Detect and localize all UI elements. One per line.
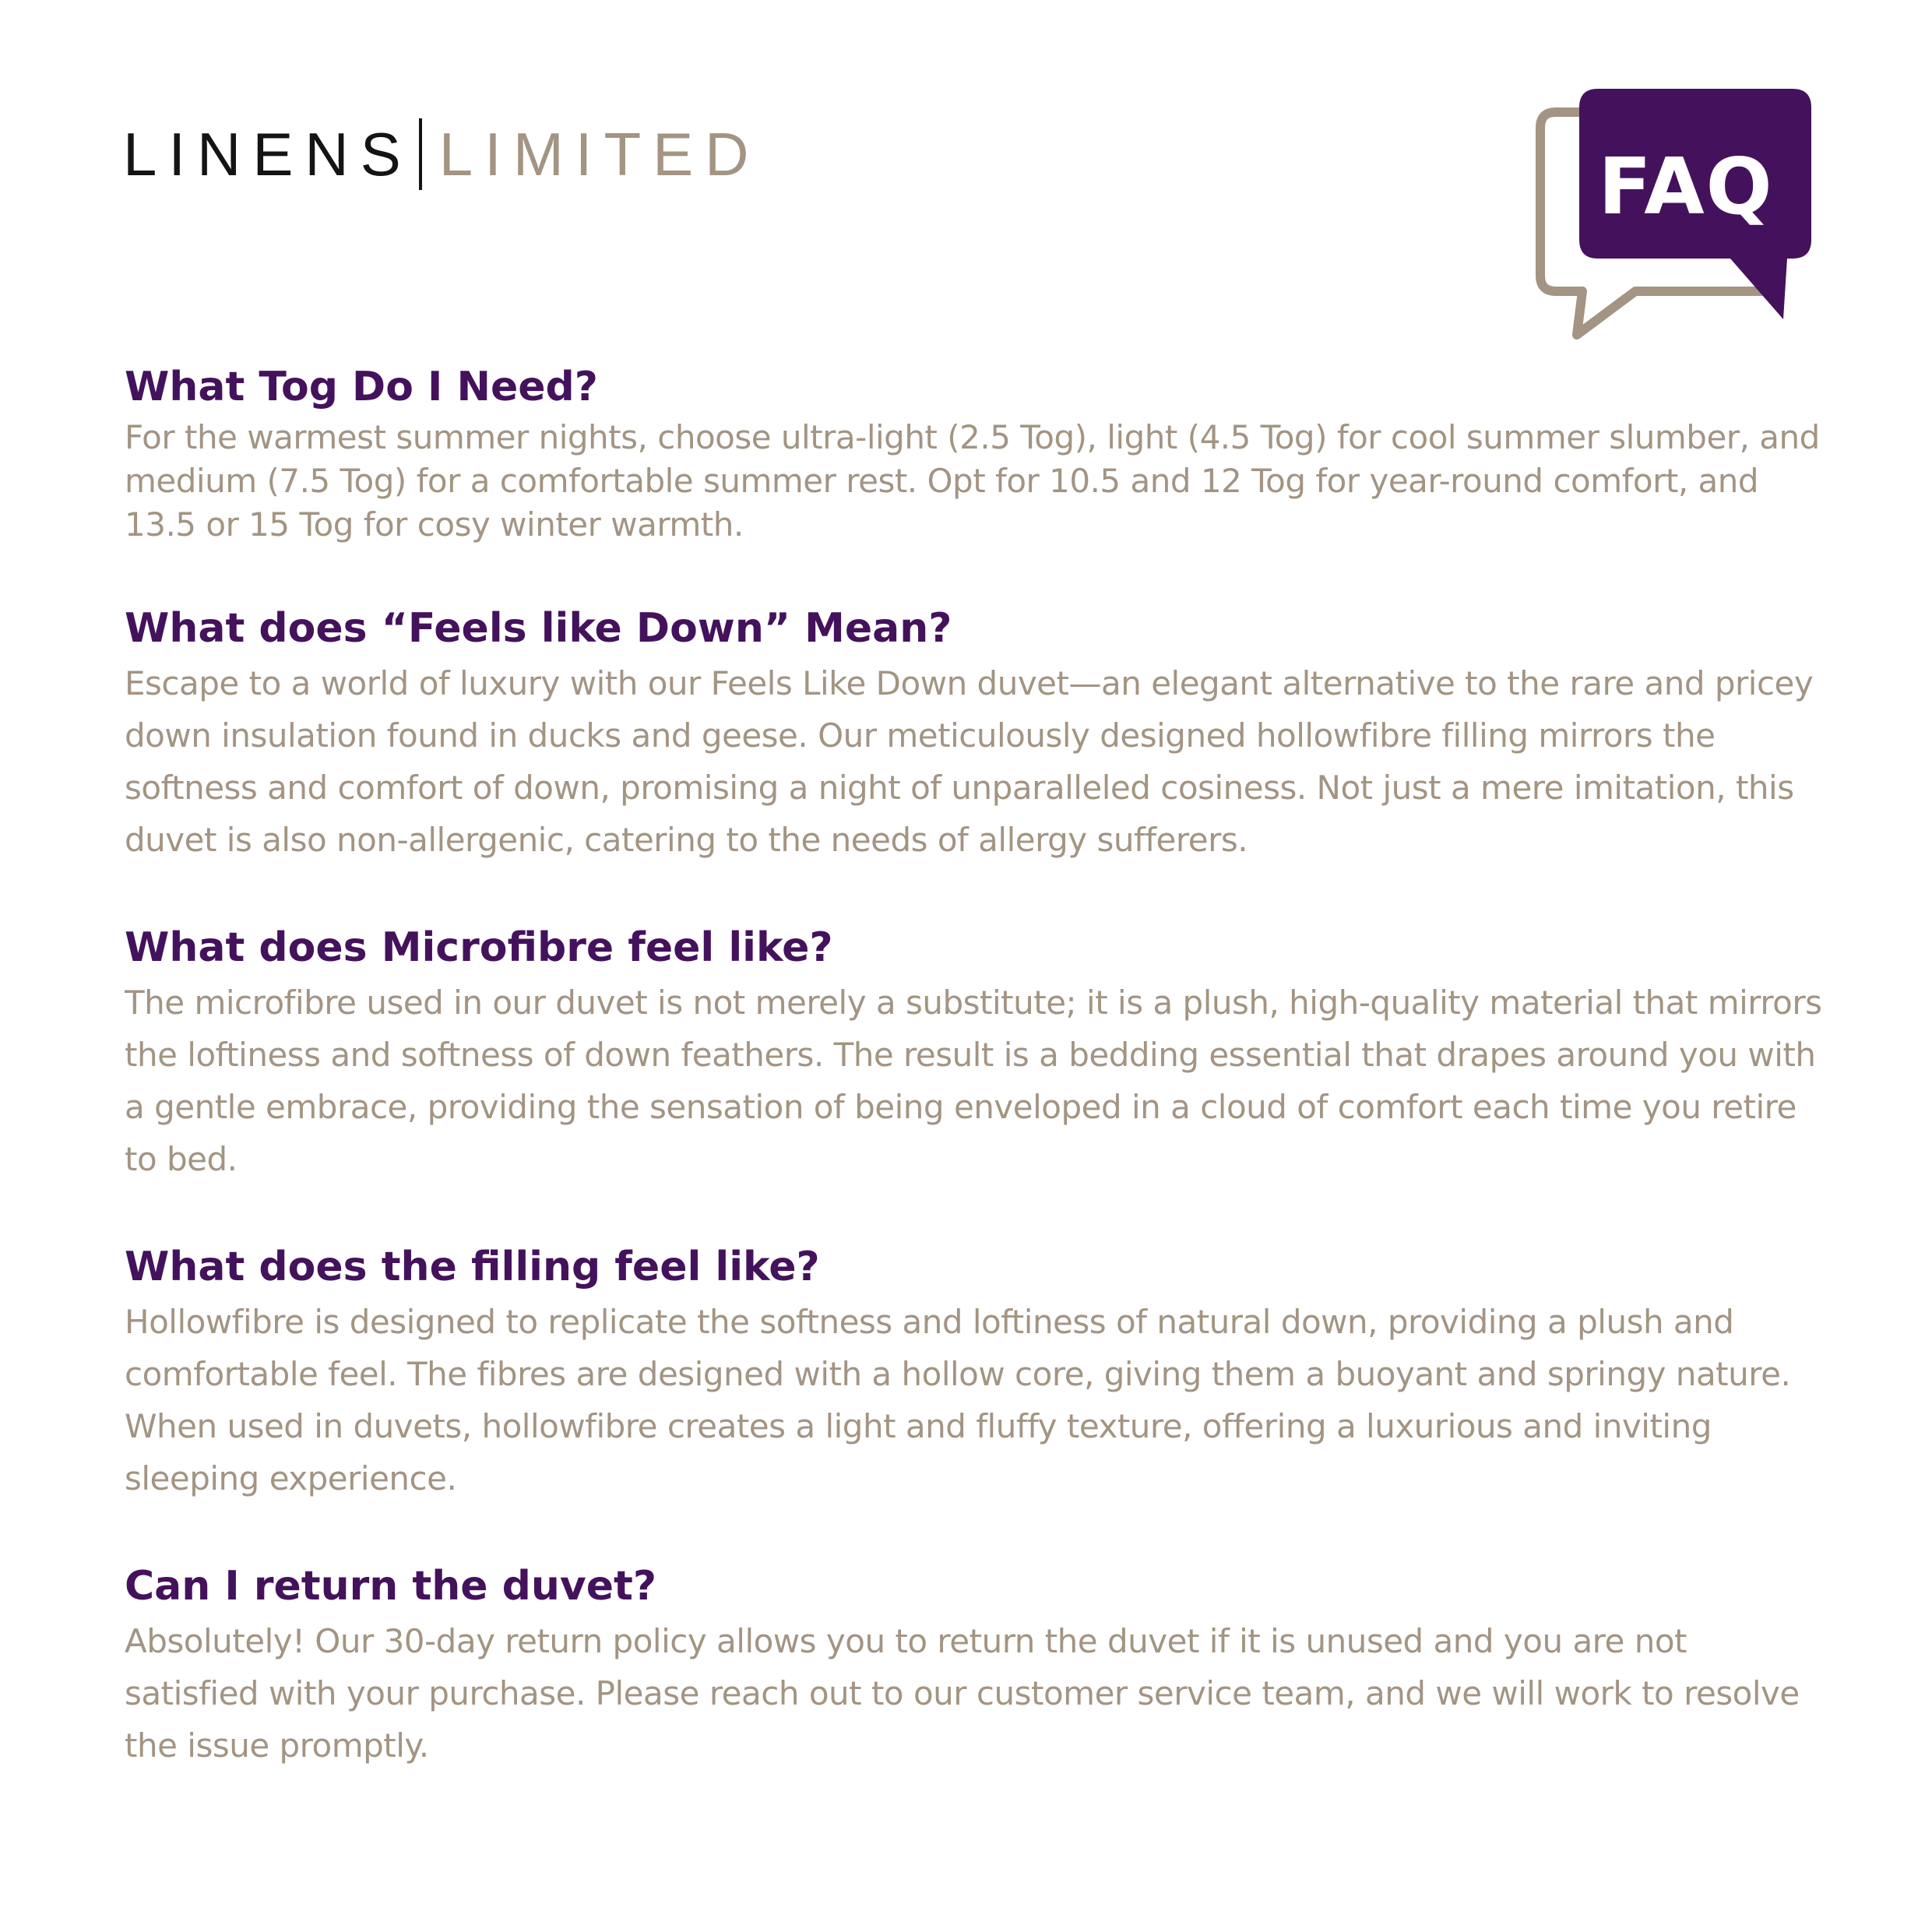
- faq-question: Can I return the duvet?: [125, 1563, 657, 1610]
- faq-speech-bubble-icon: [1526, 84, 1822, 349]
- faq-answer: Absolutely! Our 30-day return policy allows you to return the duvet if it is unused and you are not satisfied with your purchase. Please reach out to our customer service team, and we will work to resolve the issue promptly.: [125, 1622, 1800, 1765]
- faq-answer: Escape to a world of luxury with our Feels Like Down duvet—an elegant alternative to the rare and pricey down insulation found in ducks and geese. Our meticulously designed hollowfibre filling mirrors the softness and comfort of down, promising a night of unparalleled cosiness. Not just a mere imitation, this duvet is also non-allergenic, catering to the needs of allergy sufferers.: [125, 664, 1814, 859]
- faq-badge-label: FAQ: [1598, 140, 1774, 232]
- faq-answer: The microfibre used in our duvet is not merely a substitute; it is a plush, high-quality material that mirrors the loftiness and softness of down feathers. The result is a bedding essential that drapes around you with a gentle embrace, providing the sensation of being enveloped in a cloud of comfort each time you retire to bed.: [125, 984, 1822, 1178]
- faq-item: [125, 922, 1822, 1185]
- faq-question: What does the filling feel like?: [125, 1244, 820, 1290]
- faq-question: What does “Feels like Down” Mean?: [125, 605, 952, 652]
- faq-item: [125, 603, 1822, 866]
- faq-item: [125, 1561, 1822, 1772]
- faq-answer: For the warmest summer nights, choose ultra-light (2.5 Tog), light (4.5 Tog) for cool summer slumber, and medium (7.5 Tog) for a comfortable summer rest. Opt for 10.5 and 12 Tog for year-round comfort, and 13.5 or 15 Tog for cosy winter warmth.: [125, 418, 1820, 544]
- faq-answer: Hollowfibre is designed to replicate the softness and loftiness of natural down, providing a plush and comfortable feel. The fibres are designed with a hollow core, giving them a buoyant and springy nature. When used in duvets, hollowfibre creates a light and fluffy texture, offering a luxurious and inviting sleeping experience.: [125, 1303, 1791, 1497]
- faq-question: What does Microfibre feel like?: [125, 924, 833, 971]
- faq-question: What Tog Do I Need?: [125, 364, 598, 410]
- brand-logo: [123, 115, 760, 193]
- faq-item: [125, 1241, 1822, 1504]
- brand-logo-limited: LIMITED: [438, 120, 761, 188]
- faq-list: [125, 361, 1822, 1828]
- brand-logo-linens: LINENS: [123, 120, 413, 188]
- faq-item: [125, 361, 1822, 547]
- brand-logo-divider: [419, 118, 422, 190]
